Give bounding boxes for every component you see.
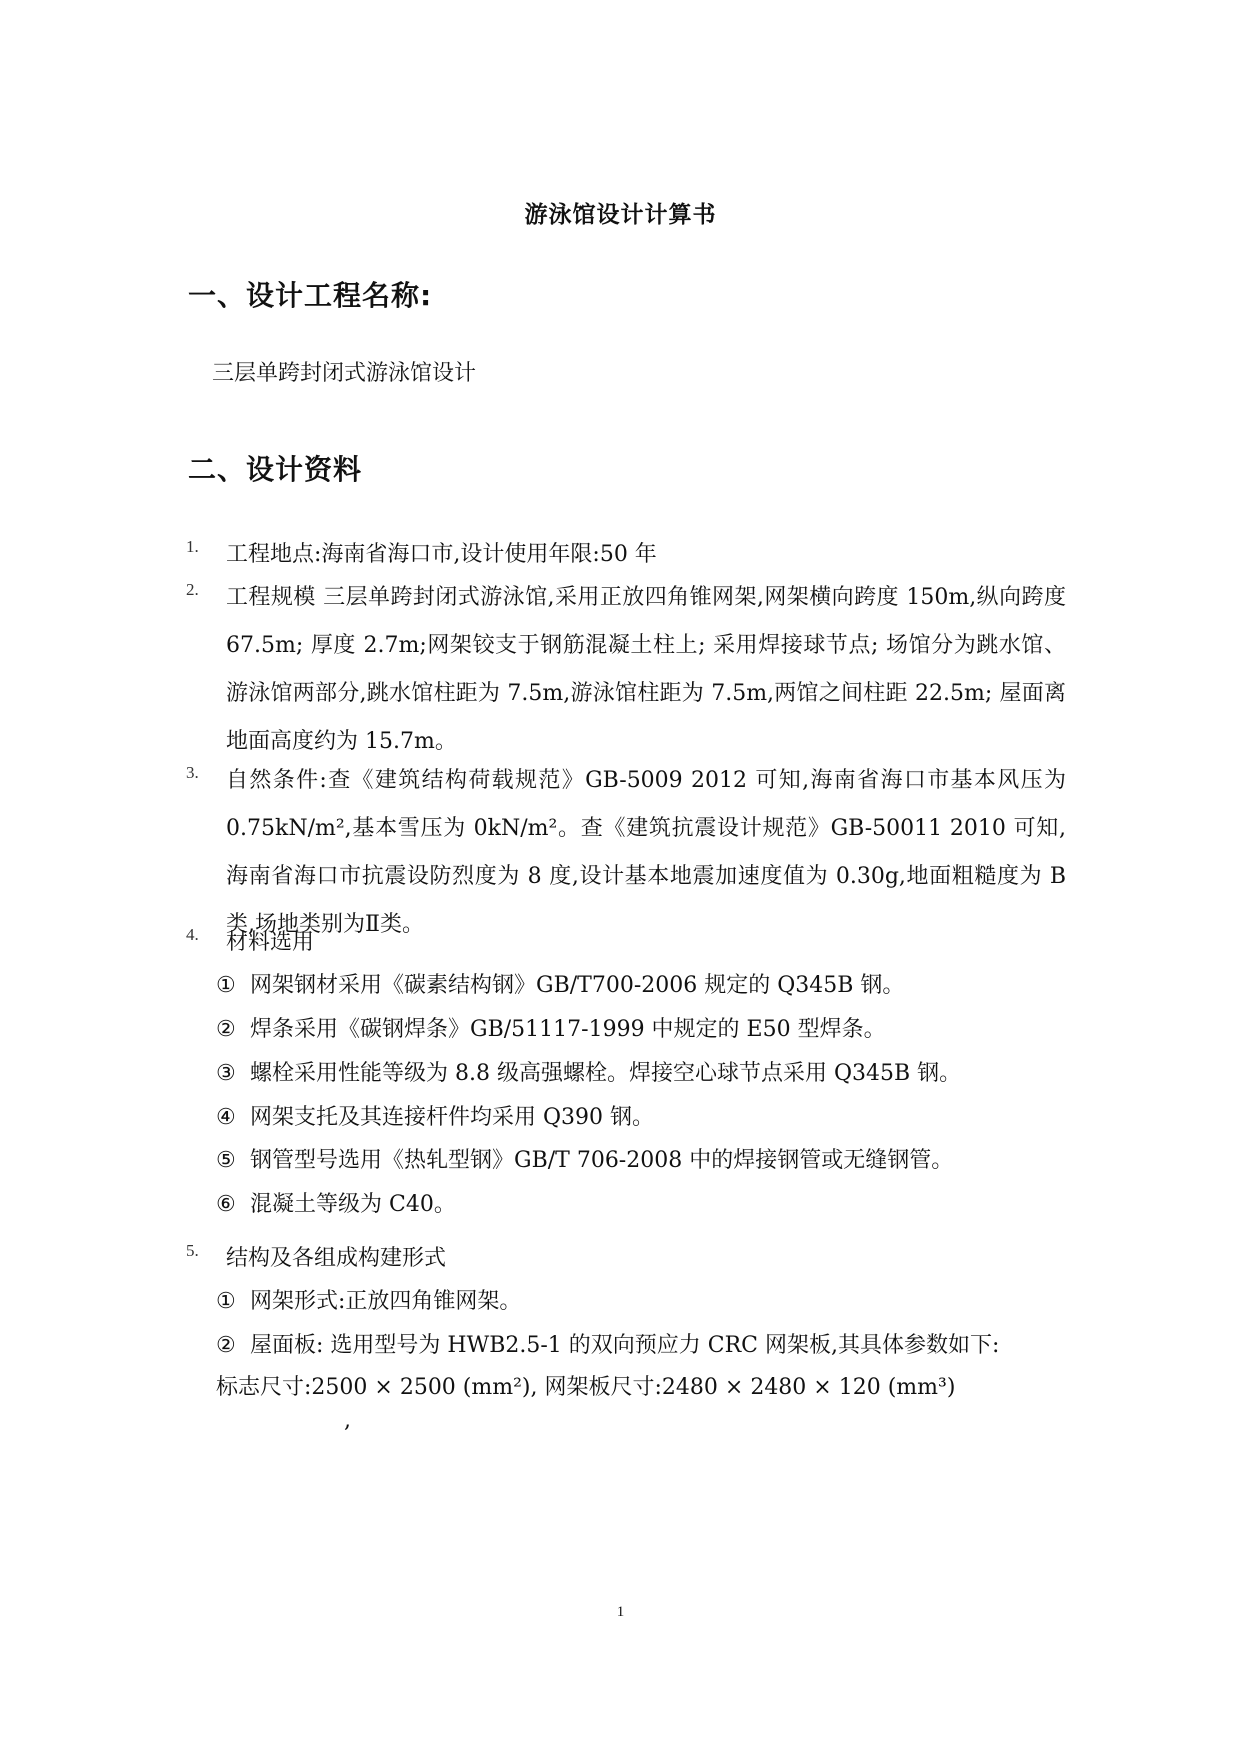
list-item-text: 工程地点:海南省海口市,设计使用年限:50 年 bbox=[226, 542, 657, 567]
section-heading-project-name: 一、设计工程名称: bbox=[188, 279, 433, 312]
circled-number: ⑤ bbox=[216, 1148, 236, 1173]
circled-number: ④ bbox=[216, 1105, 236, 1130]
list-item-text: 结构及各组成构建形式 bbox=[226, 1246, 447, 1271]
circled-number: ⑥ bbox=[216, 1192, 236, 1217]
project-name-text: 三层单跨封闭式游泳馆设计 bbox=[212, 361, 477, 386]
page-number: 1 bbox=[616, 1604, 625, 1620]
material-subitem-4 bbox=[216, 1100, 654, 1131]
section-heading-design-data: 二、设计资料 bbox=[188, 453, 363, 486]
list-item-1 bbox=[186, 537, 1066, 577]
trailing-comma: , bbox=[344, 1408, 351, 1433]
subitem-text: 混凝土等级为 C40。 bbox=[250, 1192, 456, 1217]
material-subitem-6 bbox=[216, 1187, 456, 1218]
list-item-text: 工程规模 三层单跨封闭式游泳馆,采用正放四角锥网架,网架横向跨度 150m,纵向跨度 67.5m; 厚度 2.7m;网架铰支于钢筋混凝土柱上; 采用焊接球节点; 场馆分为跳水馆、游泳馆两部分,跳水馆柱距为 7.5m,游泳馆柱距为 7.5m,两馆之间柱距 22.5m; 屋面离地面高度约为 15.7m。 bbox=[226, 585, 1066, 754]
list-item-2 bbox=[186, 580, 1066, 770]
list-item-4 bbox=[186, 925, 1066, 965]
list-item-3 bbox=[186, 763, 1066, 937]
document-title: 游泳馆设计计算书 bbox=[524, 202, 717, 228]
roof-panel-dimensions: 标志尺寸:2500 × 2500 (mm²), 网架板尺寸:2480 × 2480 × 120 (mm³) bbox=[216, 1375, 956, 1400]
material-subitem-3 bbox=[216, 1056, 961, 1087]
subitem-text: 焊条采用《碳钢焊条》GB/51117-1999 中规定的 E50 型焊条。 bbox=[250, 1017, 886, 1042]
list-item-text: 材料选用 bbox=[226, 930, 315, 955]
material-subitem-1 bbox=[216, 968, 904, 999]
subitem-text: 钢管型号选用《热轧型钢》GB/T 706-2008 中的焊接钢管或无缝钢管。 bbox=[250, 1148, 954, 1173]
list-item-number: 5. bbox=[186, 1241, 199, 1260]
list-item-number: 2. bbox=[186, 580, 199, 599]
list-item-5 bbox=[186, 1241, 1066, 1281]
list-item-number: 1. bbox=[186, 537, 199, 556]
material-subitem-5 bbox=[216, 1143, 953, 1174]
structure-subitem-1 bbox=[216, 1284, 521, 1315]
subitem-text: 网架钢材采用《碳素结构钢》GB/T700-2006 规定的 Q345B 钢。 bbox=[250, 973, 905, 998]
circled-number: ③ bbox=[216, 1061, 236, 1086]
list-item-number: 4. bbox=[186, 925, 199, 944]
subitem-text: 屋面板: 选用型号为 HWB2.5-1 的双向预应力 CRC 网架板,其具体参数如下: bbox=[250, 1333, 1000, 1358]
subitem-text: 网架支托及其连接杆件均采用 Q390 钢。 bbox=[250, 1105, 655, 1130]
list-item-text: 自然条件:查《建筑结构荷载规范》GB-5009 2012 可知,海南省海口市基本风压为 0.75kN/m²,基本雪压为 0kN/m²。查《建筑抗震设计规范》GB-50011 2010 可知,海南省海口市抗震设防烈度为 8 度,设计基本地震加速度值为 0.30g,地面粗糙度为 B 类,场地类别为Ⅱ类。 bbox=[226, 768, 1066, 937]
circled-number: ① bbox=[216, 973, 236, 998]
circled-number: ② bbox=[216, 1333, 236, 1358]
structure-subitem-2 bbox=[216, 1328, 999, 1359]
list-item-number: 3. bbox=[186, 763, 199, 782]
subitem-text: 网架形式:正放四角锥网架。 bbox=[250, 1289, 522, 1314]
material-subitem-2 bbox=[216, 1012, 886, 1043]
circled-number: ① bbox=[216, 1289, 236, 1314]
circled-number: ② bbox=[216, 1017, 236, 1042]
subitem-text: 螺栓采用性能等级为 8.8 级高强螺栓。焊接空心球节点采用 Q345B 钢。 bbox=[250, 1061, 962, 1086]
